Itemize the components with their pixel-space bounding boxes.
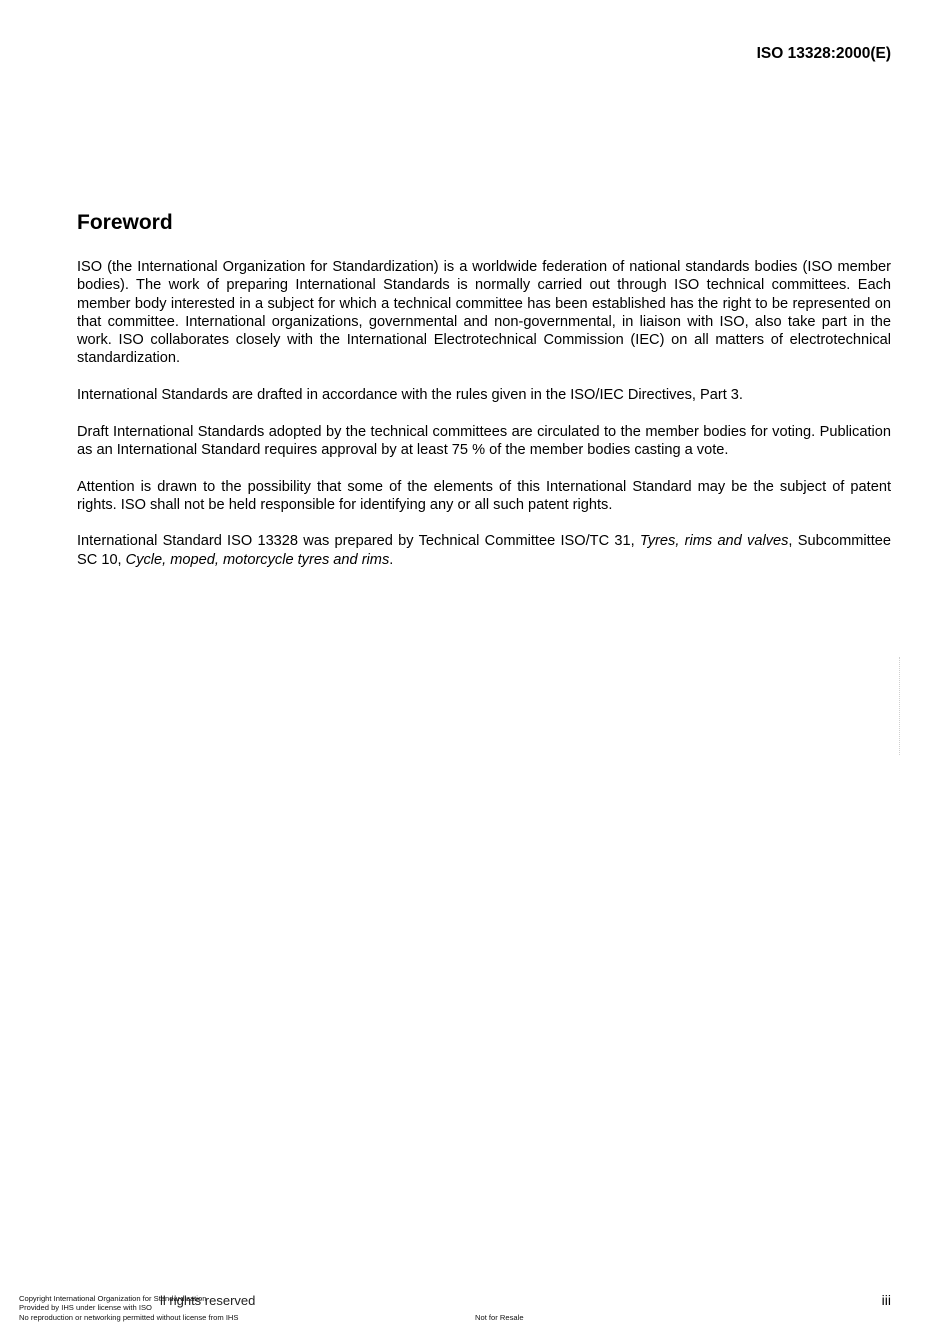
committee-text-mid: , Subcommittee SC 10, [77,533,892,568]
copyright-line: Copyright International Organization for Standardization [19,1294,207,1303]
page-number: iii [881,1292,891,1308]
committee-title: Tyres, rims and valves [639,533,789,550]
paragraph-patent-rights: Attention is drawn to the possibility that some of the elements of this International Standard may be the subject of patent rights. ISO shall not be held responsible for identifying any or all such patent rights. [77,478,891,513]
committee-text-lead: International Standard ISO 13328 was prepared by Technical Committee ISO/TC 31, [77,533,640,550]
paragraph-directives: International Standards are drafted in accordance with the rules given in the ISO/IEC Directives, Part 3. [77,387,743,404]
margin-dotted-mark [899,657,902,755]
footer-rights-reserved: ll rights reserved [160,1293,256,1308]
reproduction-line: No reproduction or networking permitted without license from IHS [19,1312,239,1322]
foreword-body [77,258,891,587]
not-for-resale-notice: Not for Resale [475,1313,524,1322]
document-reference: ISO 13328:2000(E) [756,45,891,62]
paragraph-committee [77,532,891,569]
subcommittee-title: Cycle, moped, motorcycle tyres and rims [125,551,390,568]
license-line: Provided by IHS under license with ISO [19,1303,152,1313]
page-title: Foreword [77,211,173,234]
paragraph-draft-standards: Draft International Standards adopted by the technical committees are circulated to the member bodies for voting. Publication as an International Standard requires approval by at least 75 % of the member bodies casting a vote. [77,423,891,458]
committee-text-end: . [389,551,394,568]
paragraph-iso-intro: ISO (the International Organization for Standardization) is a worldwide federation of national standards bodies (ISO member bodies). The work of preparing International Standards is normally carried out through ISO technical committees. Each member body interested in a subject for which a technical committee has been established has the right to be represented on that committee. International organizations, governmental and non-governmental, in liaison with ISO, also take part in the work. ISO collaborates closely with the International Electrotechnical Commission (IEC) on all matters of electrotechnical standardization. [77,259,891,367]
copyright-notice [19,1294,238,1322]
